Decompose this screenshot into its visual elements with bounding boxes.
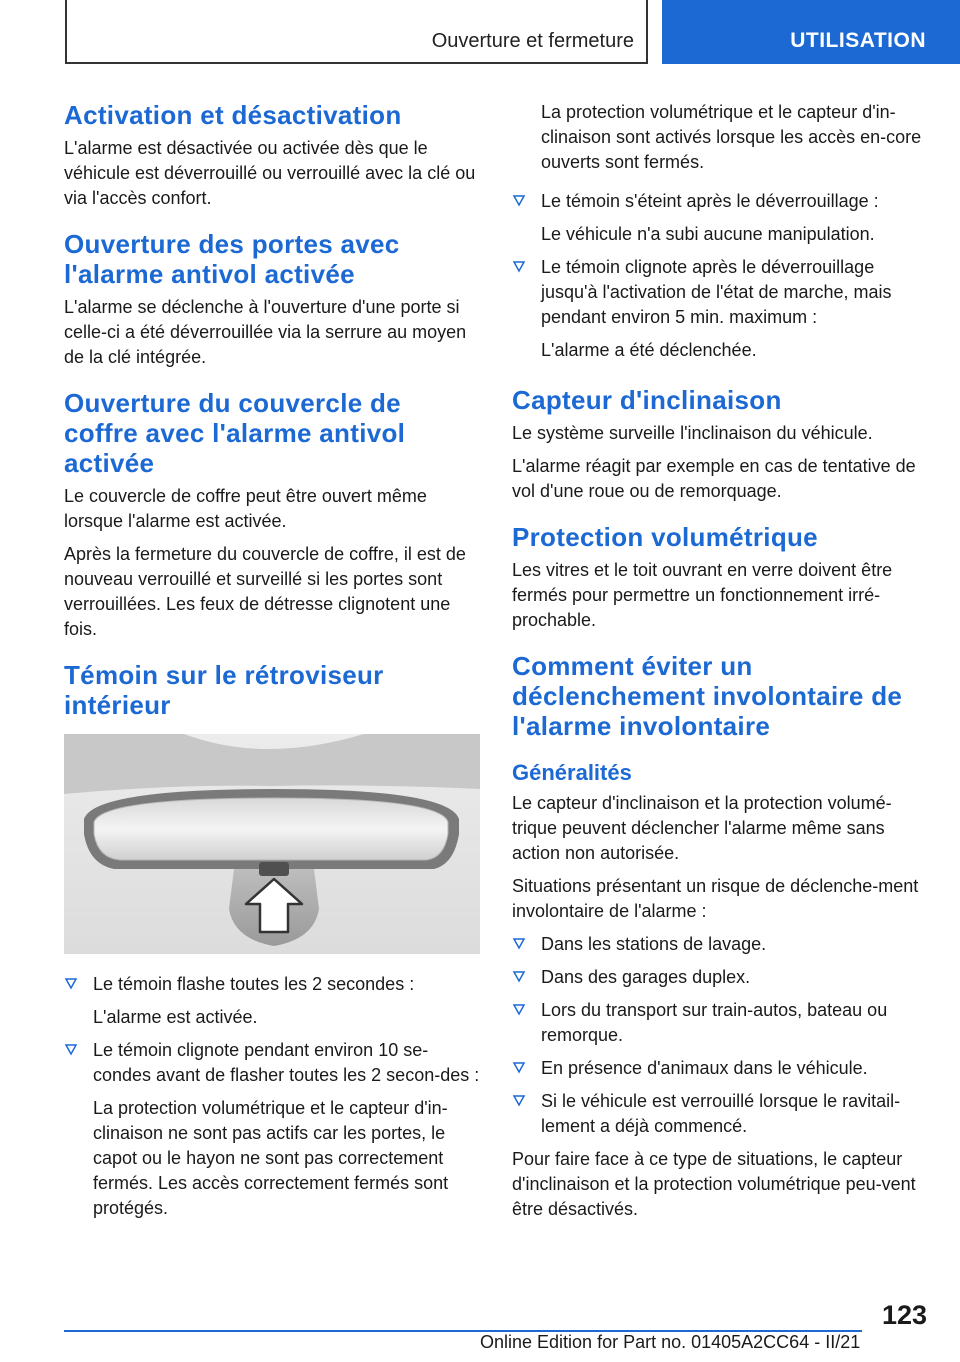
paragraph: L'alarme réagit par exemple en cas de tentative de vol d'une roue ou de remorquage. [512,456,916,501]
list-item [512,189,927,247]
list-item-sub: Le véhicule n'a subi aucune manipulation. [541,224,875,244]
section-doors [64,229,480,370]
list-item [512,1089,927,1139]
indicator-list [64,972,480,1221]
section-heading: Ouverture du couvercle de coffre avec l'alarme antivol activée [64,388,406,478]
list-item-sub: L'alarme a été déclenchée. [541,340,757,360]
continued-text: La protection volumétrique et le capteur d'in-clinaison sont activés lorsque les accès en-core ouverts sont fermés. [541,102,922,172]
rearview-mirror-illustration [64,734,480,954]
chapter-title: Ouverture et fermeture [431,30,634,52]
paragraph: Le capteur d'inclinaison et la protection volumé-trique peuvent déclencher l'alarme même sans action non autorisée. [512,793,892,863]
section-avoid-false-alarm [512,651,927,1222]
section-volumetric [512,522,927,633]
mirror-image [64,734,480,954]
triangle-bullet-icon [512,1094,526,1108]
section-heading: Activation et désactivation [64,100,402,130]
triangle-bullet-icon [512,1003,526,1017]
list-item [512,965,927,990]
triangle-bullet-icon [512,260,526,274]
triangle-bullet-icon [512,194,526,208]
footer-edition: Online Edition for Part no. 01405A2CC64 - II/21 [480,1332,861,1352]
paragraph: L'alarme est désactivée ou activée dès que le véhicule est déverrouillé ou verrouillé avec la clé ou via l'accès confort. [64,138,476,208]
list-item-text: Dans des garages duplex. [541,967,751,987]
indicator-list-cont [512,189,927,363]
left-column [64,100,480,1229]
list-item-sub: La protection volumétrique et le capteur d'in-clinaison ne sont pas actifs car les portes, le capot ou le hayon ne sont pas correctement fermés. Les accès correctement fermés sont protégés. [93,1098,449,1218]
list-item-text: Le témoin s'éteint après le déverrouillage : [541,191,879,211]
subsection-heading: Généralités [512,760,632,785]
triangle-bullet-icon [64,1043,78,1057]
section-activation [64,100,480,211]
triangle-bullet-icon [512,937,526,951]
triangle-bullet-icon [64,977,78,991]
situations-list [512,932,927,1139]
section-title: UTILISATION [790,29,926,52]
header-section-tab [662,0,960,64]
paragraph: Le couvercle de coffre peut être ouvert même lorsque l'alarme est activée. [64,486,427,531]
list-item [512,255,927,363]
triangle-bullet-icon [512,970,526,984]
list-item [64,972,480,1030]
list-item-text: En présence d'animaux dans le véhicule. [541,1058,868,1078]
list-item-text: Dans les stations de lavage. [541,934,767,954]
section-heading: Comment éviter un déclenchement involontaire de l'alarme involontaire [512,651,903,741]
list-item-text: Lors du transport sur train-autos, bateau ou remorque. [541,1000,888,1045]
section-heading: Témoin sur le rétroviseur intérieur [64,660,384,720]
list-item-text: Le témoin clignote après le déverrouillage jusqu'à l'activation de l'état de marche, mais pendant environ 5 min. maximum : [541,257,892,327]
paragraph: Les vitres et le toit ouvrant en verre doivent être fermés pour permettre un fonctionnement irré-prochable. [512,560,893,630]
page-number: 123 [881,1300,927,1330]
paragraph: L'alarme se déclenche à l'ouverture d'une porte si celle-ci a été déverrouillée via la serrure au moyen de la clé intégrée. [64,297,467,367]
paragraph: Pour faire face à ce type de situations, le capteur d'inclinaison et la protection volumétrique peu-vent être désactivés. [512,1149,916,1219]
list-item [512,998,927,1048]
list-item [512,932,927,957]
paragraph: Le système surveille l'inclinaison du véhicule. [512,423,873,443]
triangle-bullet-icon [512,1061,526,1075]
right-column [512,100,927,1230]
list-item [64,1038,480,1221]
header-chapter-box [65,0,648,64]
list-item-sub: L'alarme est activée. [93,1007,258,1027]
paragraph: Après la fermeture du couvercle de coffre, il est de nouveau verrouillé et surveillé si les portes sont verrouillées. Les feux de détresse clignotent une fois. [64,544,466,639]
list-item-text: Le témoin clignote pendant environ 10 se-condes avant de flasher toutes les 2 secon-des : [93,1040,480,1085]
section-tilt-sensor [512,385,927,504]
section-mirror-indicator [64,660,480,1221]
section-trunk [64,388,480,642]
section-heading: Ouverture des portes avec l'alarme antivol activée [64,229,400,289]
list-item [512,1056,927,1081]
section-heading: Capteur d'inclinaison [512,385,782,415]
list-item-text: Si le véhicule est verrouillé lorsque le ravitail-lement a déjà commencé. [541,1091,901,1136]
list-item-text: Le témoin flashe toutes les 2 secondes : [93,974,415,994]
paragraph: Situations présentant un risque de déclenche-ment involontaire de l'alarme : [512,876,919,921]
section-heading: Protection volumétrique [512,522,818,552]
